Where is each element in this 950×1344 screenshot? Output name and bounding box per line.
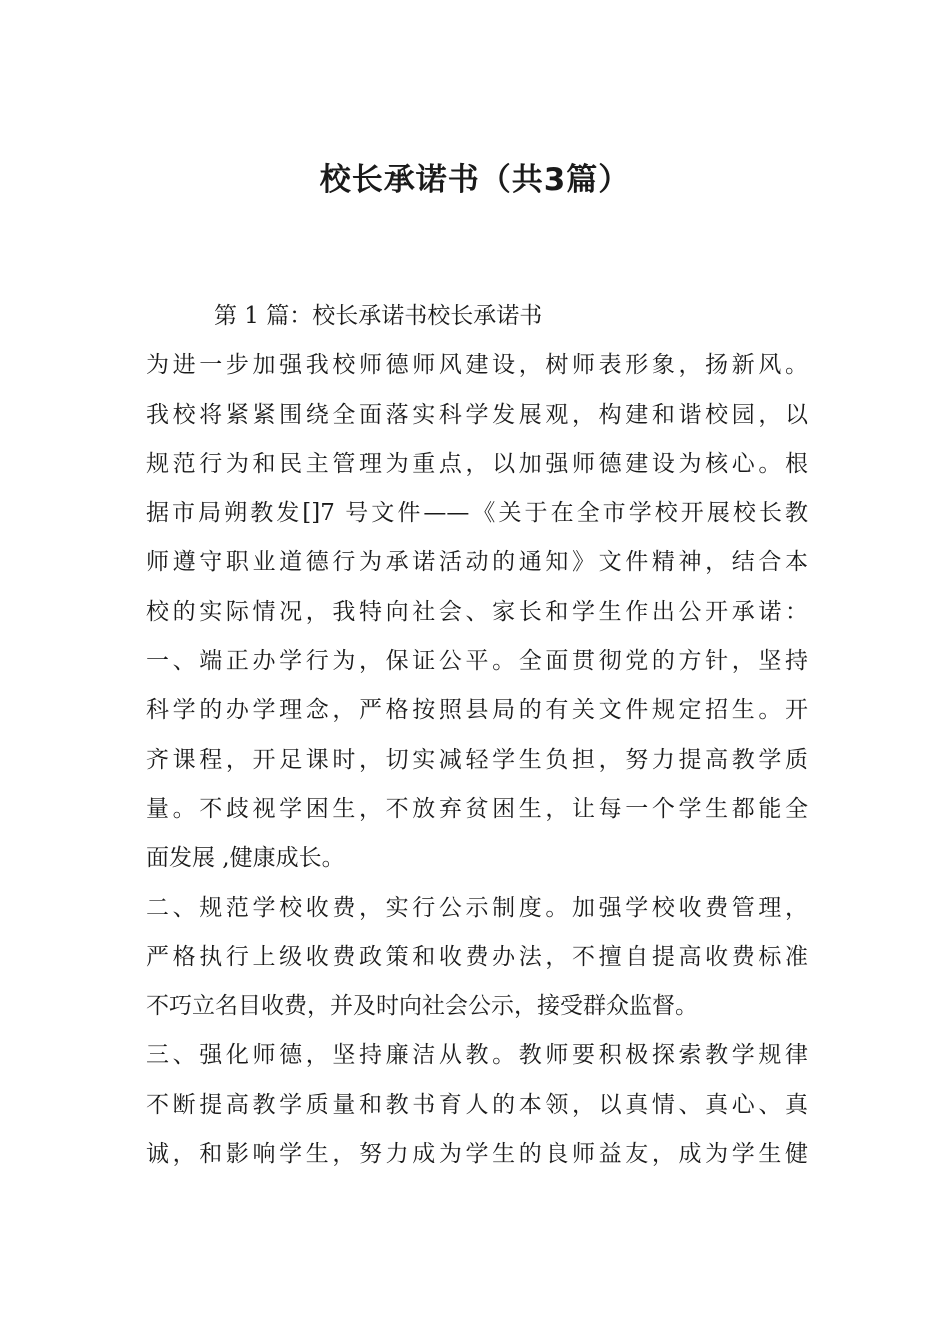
- text-line: 诚，和影响学生，努力成为学生的良师益友，成为学生健: [146, 1141, 808, 1168]
- text-line: 严格执行上级收费政策和收费办法，不擅自提高收费标准: [146, 943, 808, 970]
- text-line: 不断提高教学质量和教书育人的本领，以真情、真心、真: [146, 1091, 808, 1118]
- text-line: 量。不歧视学困生，不放弃贫困生，让每一个学生都能全: [146, 795, 808, 822]
- text-line: 校的实际情况，我特向社会、家长和学生作出公开承诺：: [146, 598, 808, 625]
- text-line: 面发展 ,健康成长。: [146, 845, 345, 872]
- text-line: 师遵守职业道德行为承诺活动的通知》文件精神，结合本: [146, 549, 808, 576]
- text-line: 规范行为和民主管理为重点，以加强师德建设为核心。根: [146, 450, 808, 477]
- text-line: 二、规范学校收费，实行公示制度。加强学校收费管理，: [146, 894, 808, 921]
- text-line: 第 1 篇：校长承诺书校长承诺书: [214, 303, 543, 329]
- text-line: 为进一步加强我校师德师风建设，树师表形象，扬新风。: [146, 352, 808, 379]
- document-body: [146, 292, 808, 1179]
- text-line: 我校将紧紧围绕全面落实科学发展观，构建和谐校园，以: [146, 401, 808, 428]
- text-line: 科学的办学理念，严格按照县局的有关文件规定招生。开: [146, 697, 808, 724]
- document-title: 校长承诺书（共3篇）: [319, 162, 631, 198]
- text-line: 一、端正办学行为，保证公平。全面贯彻党的方针，坚持: [146, 648, 808, 675]
- text-line: 据市局朔教发[]7 号文件——《关于在全市学校开展校长教: [146, 500, 808, 527]
- text-line: 三、强化师德，坚持廉洁从教。教师要积极探索教学规律: [146, 1042, 808, 1069]
- text-line: 不巧立名目收费，并及时向社会公示，接受群众监督。: [146, 993, 698, 1020]
- text-line: 齐课程，开足课时，切实减轻学生负担，努力提高教学质: [146, 746, 808, 773]
